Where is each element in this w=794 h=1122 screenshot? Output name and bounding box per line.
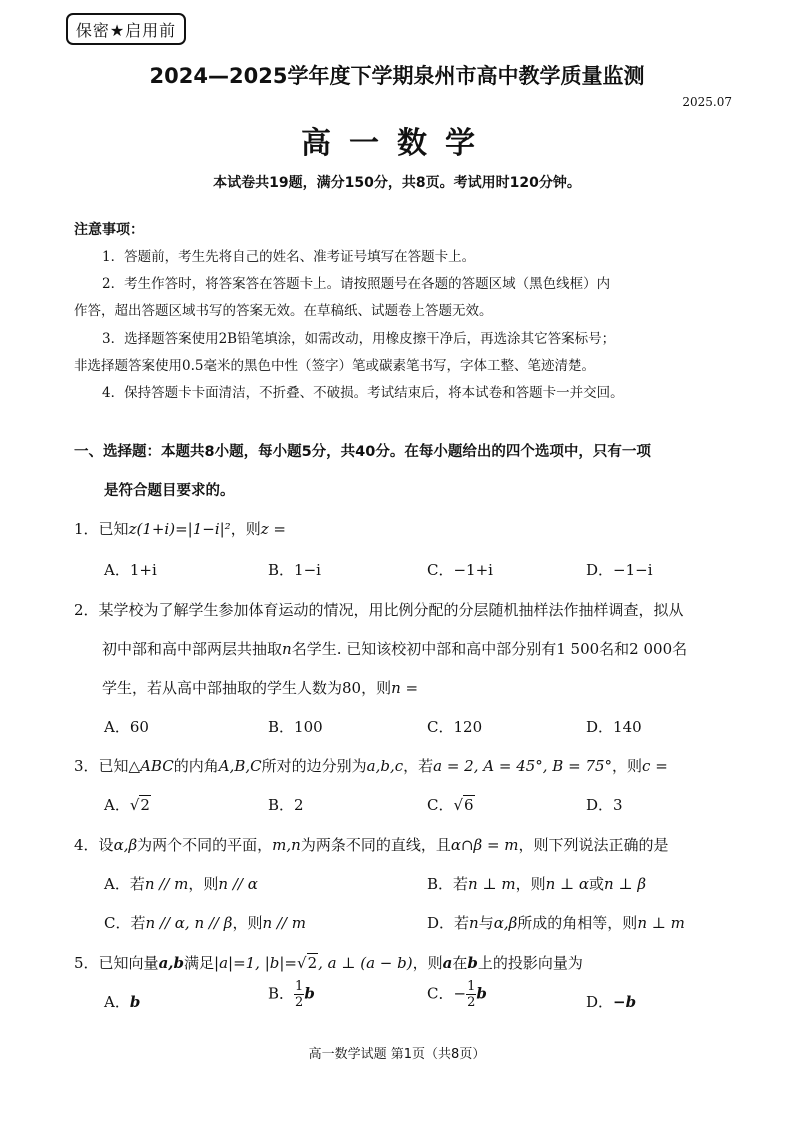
option-c: C．120 [427, 718, 483, 736]
option-c [427, 980, 487, 1009]
math-expression: , a ⊥ (a − b) [318, 954, 413, 972]
fraction [294, 980, 304, 1009]
option-d [586, 991, 636, 1012]
option-b [268, 980, 315, 1009]
math-expression: α,β [493, 914, 518, 932]
math-expression: n // m [144, 875, 189, 893]
fraction [466, 980, 476, 1009]
exam-date: 2025.07 [682, 95, 732, 109]
math-expression: n [469, 914, 479, 932]
math-expression: a [442, 954, 453, 972]
question-number: 4． [74, 836, 99, 854]
question-text: ，则 [412, 954, 443, 972]
math-expression: a,b,c [366, 757, 404, 775]
radicand: 2 [307, 954, 318, 972]
option-label: A． [104, 993, 130, 1011]
question-text: 已知向量 [98, 954, 159, 972]
option-a: A．60 [104, 718, 149, 736]
math-expression: ABC [140, 757, 174, 775]
option-text: ，则 [232, 914, 263, 932]
fraction-numerator: 1 [467, 979, 476, 994]
math-expression: b [129, 993, 141, 1011]
option-a [104, 873, 258, 894]
math-expression: n // m [262, 914, 306, 932]
option-b: B．100 [268, 718, 323, 736]
math-expression: n ⊥ m [637, 914, 685, 932]
option-a [104, 794, 151, 815]
math-expression: m,n [272, 836, 301, 854]
question-2-line [102, 638, 687, 659]
question-text: 名学生. 已知该校初中部和高中部分别有1 500名和2 000名 [291, 640, 688, 658]
math-expression: n [282, 640, 292, 658]
math-expression: c = [642, 757, 668, 775]
option-text: 与 [478, 914, 494, 932]
fraction-denominator: 2 [295, 995, 304, 1010]
option-c: C．−1+i [427, 561, 493, 579]
notice-line: 4．保持答题卡卡面清洁，不折叠、不破损。考试结束后，将本试卷和答题卡一并交回。 [102, 385, 624, 401]
option-b [427, 873, 646, 894]
sqrt-expression: √2 [297, 954, 318, 972]
question-text: 初中部和高中部两层共抽取 [102, 640, 283, 658]
minus-sign: − [453, 984, 467, 1003]
math-expression: α∩β = m [450, 836, 519, 854]
question-text: ，若 [403, 757, 434, 775]
radicand: 6 [464, 796, 474, 814]
section-heading-cont: 是符合题目要求的。 [104, 483, 235, 499]
option-c [427, 794, 475, 815]
notice-line: 1．答题前，考生先将自己的姓名、准考证号填写在答题卡上。 [102, 249, 476, 265]
question-text: ，则 [612, 757, 643, 775]
math-expression: n // α [218, 875, 258, 893]
math-expression: n = [391, 679, 419, 697]
math-expression: n ⊥ α [545, 875, 590, 893]
exam-info: 本试卷共19题，满分150分，共8页。考试用时120分钟。 [213, 175, 581, 191]
math-expression: z = [260, 520, 286, 538]
option-text: A．若 [104, 875, 145, 893]
math-expression: z(1+i)=|1−i|² [128, 520, 231, 538]
math-expression: A,B,C [218, 757, 262, 775]
notice-line: 3．选择题答案使用2B铅笔填涂，如需改动，用橡皮擦干净后，再选涂其它答案标号； [102, 331, 616, 347]
option-text: D．若 [427, 914, 470, 932]
option-d [427, 912, 685, 933]
question-text: 满足 [184, 954, 215, 972]
question-number: 5． [74, 954, 99, 972]
fraction-denominator: 2 [467, 995, 476, 1010]
option-label: C． [427, 984, 454, 1003]
option-label: C． [427, 796, 454, 814]
option-text: ，则 [188, 875, 219, 893]
math-expression: a,b [158, 954, 184, 972]
question-text: 所对的边分别为 [261, 757, 367, 775]
notice-line: 作答，超出答题区域书写的答案无效。在草稿纸、试题卷上答题无效。 [74, 303, 493, 319]
question-text: 为两个不同的平面， [137, 836, 273, 854]
option-label: B． [268, 984, 295, 1003]
option-a [104, 991, 140, 1012]
question-2-line [102, 677, 418, 698]
option-text: ，则 [515, 875, 546, 893]
question-text: 上的投影向量为 [477, 954, 583, 972]
math-expression: b [476, 984, 487, 1003]
question-text: 设 [98, 836, 114, 854]
option-label: D． [586, 993, 614, 1011]
question-text: 为两条不同的直线，且 [300, 836, 451, 854]
math-expression: b [304, 984, 315, 1003]
option-a: A．1+i [104, 561, 157, 579]
math-expression: −b [613, 993, 637, 1011]
sqrt-expression: √6 [453, 796, 474, 814]
exam-title: 2024—2025学年度下学期泉州市高中教学质量监测 [149, 64, 645, 88]
question-text: 的内角 [173, 757, 219, 775]
option-text: C．若 [104, 914, 146, 932]
question-text: 已知△ [98, 757, 141, 775]
question-text: 在 [452, 954, 468, 972]
math-expression: α,β [113, 836, 138, 854]
option-b: B．2 [268, 796, 304, 814]
math-expression: a = 2, A = 45°, B = 75° [433, 757, 613, 775]
math-expression: n ⊥ m [468, 875, 516, 893]
question-3 [74, 755, 668, 776]
question-5 [74, 952, 583, 973]
option-d: D．−1−i [586, 561, 653, 579]
section-heading: 一、选择题：本题共8小题，每小题5分，共40分。在每小题给出的四个选项中，只有一项 [74, 444, 651, 460]
option-c [104, 912, 306, 933]
fraction-numerator: 1 [295, 979, 304, 994]
notice-line: 2．考生作答时，将答案答在答题卡上。请按照题号在各题的答题区域（黑色线框）内 [102, 276, 611, 292]
math-expression: b [467, 954, 478, 972]
question-1 [74, 518, 286, 539]
option-text: 所成的角相等，则 [517, 914, 638, 932]
math-expression: n // α, n // β [145, 914, 233, 932]
sqrt-expression: √2 [129, 796, 150, 814]
math-expression: |a|=1, |b|= [214, 954, 297, 972]
option-text: 或 [589, 875, 605, 893]
confidential-stamp: 保密★启用前 [66, 13, 186, 45]
option-b: B．1−i [268, 561, 321, 579]
question-text: ，则 [230, 520, 261, 538]
notice-line: 非选择题答案使用0.5毫米的黑色中性（签字）笔或碳素笔书写，字体工整、笔迹清楚。 [74, 358, 595, 374]
question-text: ，则下列说法正确的是 [518, 836, 669, 854]
page-footer: 高一数学试题 第1页（共8页） [308, 1047, 486, 1062]
math-expression: n ⊥ β [604, 875, 647, 893]
option-text: B．若 [427, 875, 469, 893]
option-d: D．3 [586, 796, 623, 814]
question-4 [74, 834, 669, 855]
subject-title: 高一数学 [301, 126, 493, 161]
option-label: A． [104, 796, 130, 814]
question-2: 2．某学校为了解学生参加体育运动的情况，用比例分配的分层随机抽样法作抽样调查，拟从 [74, 601, 684, 619]
question-number: 1． [74, 520, 99, 538]
radicand: 2 [140, 796, 150, 814]
option-d: D．140 [586, 718, 642, 736]
notice-title: 注意事项： [74, 222, 144, 238]
question-text: 学生，若从高中部抽取的学生人数为80，则 [102, 679, 392, 697]
question-text: 已知 [98, 520, 129, 538]
question-number: 3． [74, 757, 99, 775]
